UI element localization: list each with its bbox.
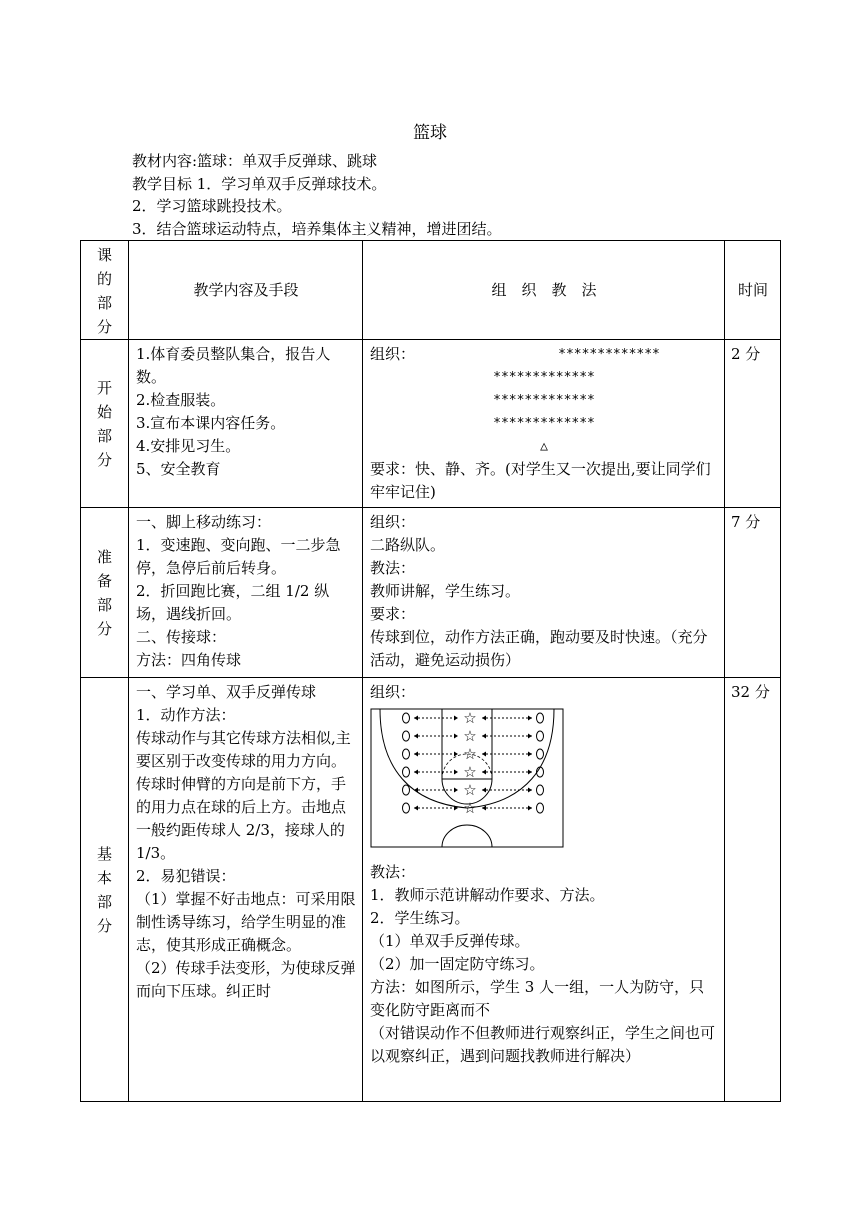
arrow-head-icon <box>454 752 458 757</box>
player-marker <box>403 785 410 795</box>
intro-line: 教材内容:篮球：单双手反弹球、跳球 <box>132 152 378 170</box>
content-cell: 1.体育委员整队集合，报告人数。 2.检查服装。 3.宣布本课内容任务。 4.安排见习生。 5、安全教育 <box>129 340 363 508</box>
defender-marker: ☆ <box>463 727 477 745</box>
table-row <box>81 508 781 678</box>
intro-line: 3．结合篮球运动特点，培养集体主义精神，增进团结。 <box>132 219 502 238</box>
arrow-head-icon <box>414 806 418 811</box>
arrow-head-icon <box>482 770 486 775</box>
intro <box>132 150 502 240</box>
arrow-head-icon <box>454 734 458 739</box>
arrow-head-icon <box>454 716 458 721</box>
content-cell: 一、脚上移动练习： 1．变速跑、变向跑、一二步急停，急停后前后转身。 2．折回跑比赛，二组 1/2 纵场，遇线折回。 二、传接球： 方法：四角传球 <box>129 508 363 678</box>
arrow-head-icon <box>482 788 486 793</box>
defender-marker: ☆ <box>463 709 477 727</box>
player-marker <box>537 731 544 741</box>
player-marker <box>537 713 544 723</box>
arrow-head-icon <box>528 806 532 811</box>
org-label: 组织： <box>370 345 416 363</box>
defender-marker: ☆ <box>463 745 477 763</box>
arrow-head-icon <box>528 752 532 757</box>
arrow-head-icon <box>528 770 532 775</box>
arrow-head-icon <box>414 716 418 721</box>
page-title: 篮球 <box>413 123 447 143</box>
arrow-head-icon <box>482 716 486 721</box>
arrow-head-icon <box>454 788 458 793</box>
arrow-head-icon <box>482 752 486 757</box>
time-cell: 2 分 <box>725 340 781 508</box>
section-cell: 准备部分 <box>81 508 129 678</box>
header-method: 组 织 教 法 <box>363 241 725 340</box>
arrow-head-icon <box>482 734 486 739</box>
method-cell: 组织： ☆ ☆ ☆ ☆ ☆ ☆ 教法： 1．教师示范讲解动作要求、方法。 2．学生练习。 （1）单双手反弹传球。 （2）加一固定防守练习。 方法：如图所示，学生 3 人一组，一人为防守，只变化防守距离而不 （对错误动作不但教师进行观察纠正，学生之间也可以观察纠正，遇到问题找教师进行解决） <box>363 678 725 1102</box>
time-cell: 32 分 <box>725 678 781 1102</box>
table-row <box>81 678 781 1102</box>
player-marker <box>403 803 410 813</box>
player-marker <box>537 749 544 759</box>
section-cell: 开始部分 <box>81 340 129 508</box>
court-diagram <box>370 708 564 848</box>
player-marker <box>403 749 410 759</box>
teacher-marker: △ <box>540 439 548 454</box>
player-marker <box>403 731 410 741</box>
player-marker <box>403 713 410 723</box>
intro-line: 2．学习篮球跳投技术。 <box>132 197 292 215</box>
formation: ************* ************* ************* ************* △ <box>370 343 718 458</box>
arrow-head-icon <box>414 770 418 775</box>
player-marker <box>403 767 410 777</box>
arrow-head-icon <box>528 716 532 721</box>
table-header-row <box>81 241 781 340</box>
table-row <box>81 340 781 508</box>
defender-marker: ☆ <box>463 763 477 781</box>
method-cell: 组织： ************* ************* ************* ************* △ 要求：快、静、齐。(对学生又一次提出,要让同学们牢牢记住) <box>363 340 725 508</box>
arrow-head-icon <box>528 734 532 739</box>
arrow-head-icon <box>414 734 418 739</box>
lesson-table <box>80 240 781 1102</box>
player-marker <box>537 803 544 813</box>
section-cell: 基本部分 <box>81 678 129 1102</box>
header-time: 时间 <box>725 241 781 340</box>
arrow-head-icon <box>414 752 418 757</box>
defender-marker: ☆ <box>463 799 477 817</box>
header-section: 课的部分 <box>81 241 129 340</box>
player-marker <box>537 785 544 795</box>
header-content: 教学内容及手段 <box>129 241 363 340</box>
method-cell: 组织： 二路纵队。 教法： 教师讲解，学生练习。 要求： 传球到位，动作方法正确，跑动要及时快速。（充分活动，避免运动损伤） <box>363 508 725 678</box>
time-cell: 7 分 <box>725 508 781 678</box>
intro-line: 教学目标 1．学习单双手反弹球技术。 <box>132 174 387 193</box>
defender-marker: ☆ <box>463 781 477 799</box>
arrow-head-icon <box>528 788 532 793</box>
content-cell: 一、学习单、双手反弹传球 1．动作方法： 传球动作与其它传球方法相似,主要区别于改变传球的用力方向。传球时伸臂的方向是前下方，手的用力点在球的后上方。击地点一般约距传球人 2/3，接球人的 1/3。 2．易犯错误： （1）掌握不好击地点：可采用限制性诱导练习，给学生明显的准志，使其形成正确概念。 （2）传球手法变形，为使球反弹而向下压球。纠正时 <box>129 678 363 1102</box>
arrow-head-icon <box>454 770 458 775</box>
